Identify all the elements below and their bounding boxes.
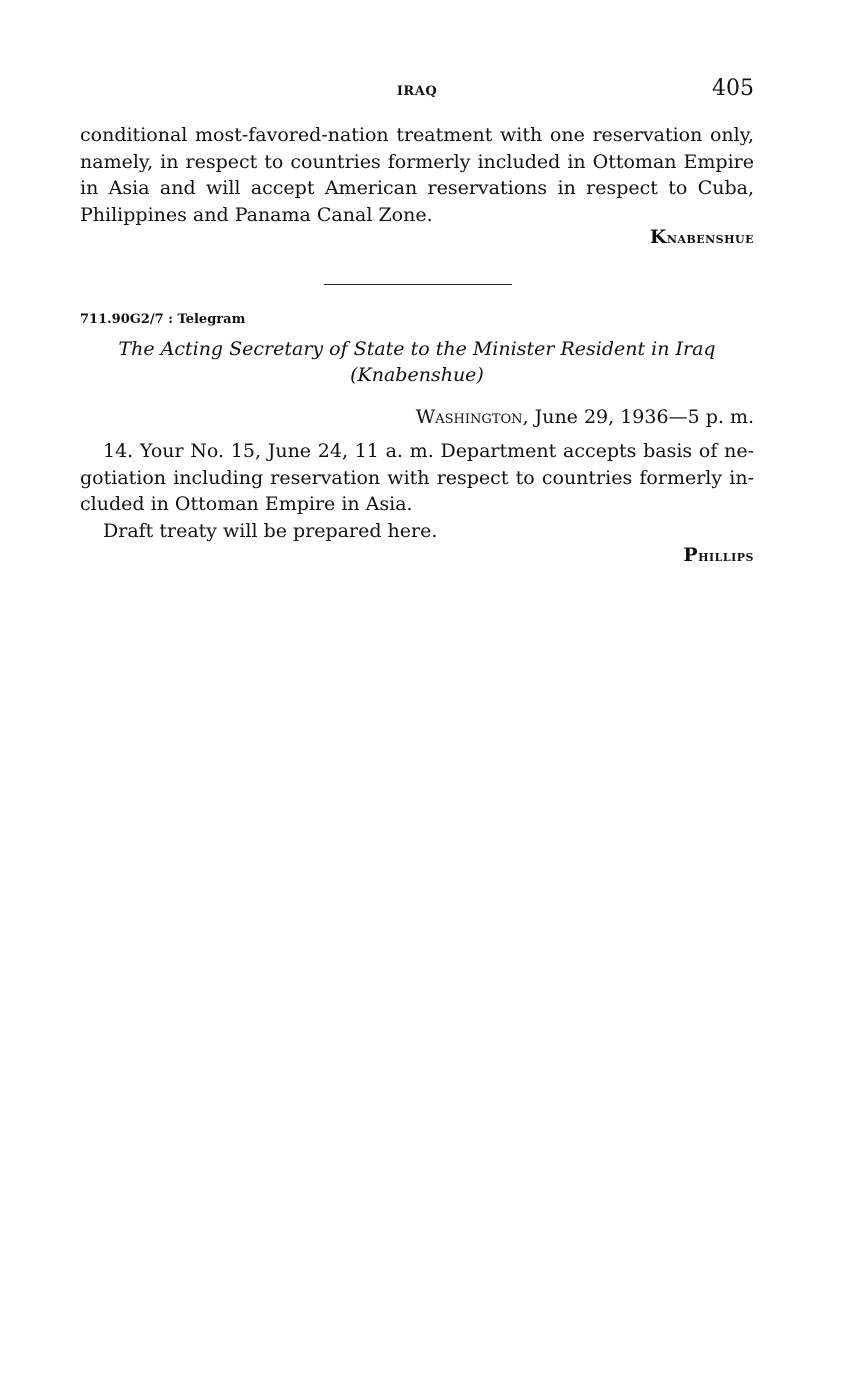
telegram-body [80, 438, 754, 544]
body-paragraph-1: 14. Your No. 15, June 24, 11 a. m. Department accepts basis of negotiation including reservation with respect to countries formerly included in Ottoman Empire in Asia. [80, 440, 754, 515]
running-head [80, 78, 754, 108]
running-title: IRAQ [396, 84, 438, 99]
dateline-date: June 29, 1936—5 p. m. [528, 406, 754, 428]
document-title-line-2: (Knabenshue) [350, 364, 484, 386]
document-title-line-1: The Acting Secretary of State to the Minister Resident in Iraq [118, 338, 716, 360]
document-title [80, 336, 754, 388]
continued-paragraph: conditional most-favored-nation treatment with one reservation only, namely, in respect to countries formerly included in Ottoman Empire in Asia and will accept American reservations in respect to Cuba, Philippines and Panama Canal Zone. [80, 124, 754, 226]
page-number: 405 [712, 76, 754, 101]
file-reference: 711.90G2/7 : Telegram [80, 312, 246, 327]
section-divider [324, 284, 512, 285]
signature-knabenshue: Knabenshue [649, 226, 754, 248]
signature-phillips: Phillips [683, 544, 754, 566]
body-paragraph-2: Draft treaty will be prepared here. [103, 519, 438, 542]
dateline [416, 406, 754, 428]
dateline-place: Washington, [415, 406, 529, 428]
